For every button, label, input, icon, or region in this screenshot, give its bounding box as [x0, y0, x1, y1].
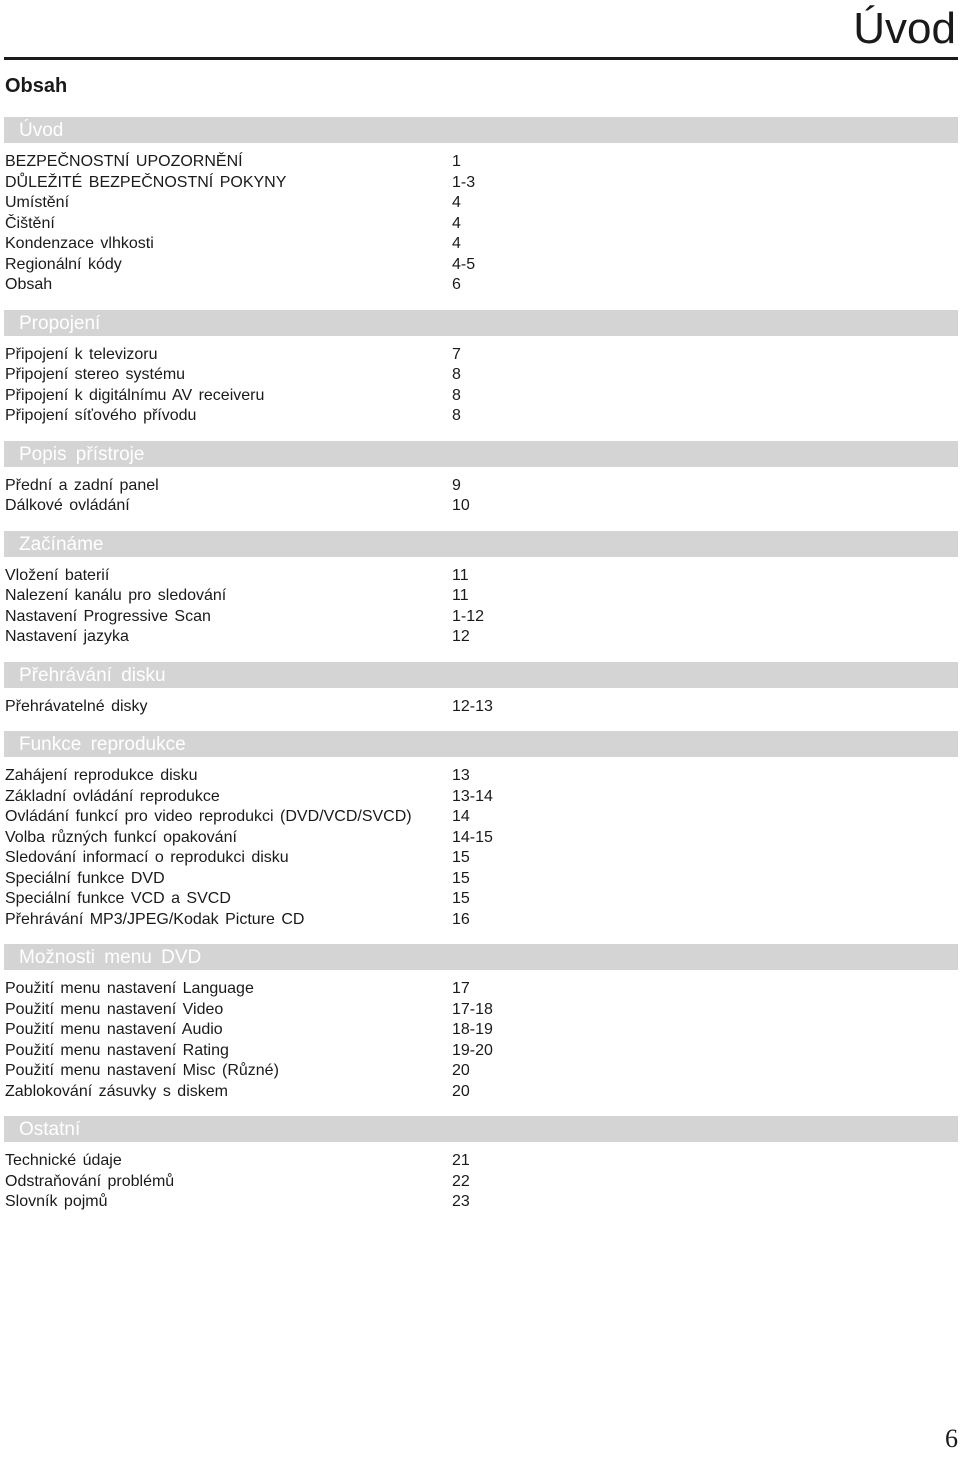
toc-entry	[0, 1020, 960, 1041]
toc-entry	[0, 787, 960, 808]
toc-entry	[0, 214, 960, 235]
toc-entry-page: 13-14	[452, 787, 493, 805]
toc-entry-page: 21	[452, 1152, 470, 1169]
toc-entry-page: 13	[452, 767, 470, 784]
toc-entry-label: Speciální funkce DVD	[5, 869, 165, 887]
page-title: Obsah	[5, 75, 68, 97]
toc-section	[0, 662, 960, 718]
toc-entry-label: Dálkové ovládání	[5, 497, 130, 514]
toc-entry-label: Čištění	[5, 214, 55, 232]
toc-entry	[0, 1151, 960, 1172]
toc-entry-page: 1-3	[452, 173, 476, 191]
toc-entry-label: Použití menu nastavení Rating	[5, 1041, 229, 1059]
toc-entry	[0, 979, 960, 1000]
section-heading: Úvod	[4, 117, 958, 143]
toc-entry	[0, 586, 960, 607]
toc-entry	[0, 627, 960, 648]
toc-entry-label: Speciální funkce VCD a SVCD	[5, 890, 231, 907]
toc-entry	[0, 193, 960, 214]
toc-entry-label: BEZPEČNOSTNÍ UPOZORNĚNÍ	[5, 153, 243, 170]
toc-entry-label: Slovník pojmů	[5, 1193, 108, 1210]
toc-section	[0, 441, 960, 517]
toc-section	[0, 944, 960, 1102]
toc-entry	[0, 828, 960, 849]
toc-entry-page: 14	[452, 808, 470, 825]
section-heading: Možnosti menu DVD	[4, 944, 958, 970]
toc-entry-page: 23	[452, 1193, 470, 1210]
toc-entry	[0, 848, 960, 869]
toc-entry-label: DŮLEŽITÉ BEZPEČNOSTNÍ POKYNY	[5, 173, 287, 191]
toc-entry-page: 11	[452, 566, 469, 584]
toc-entry-page: 20	[452, 1062, 470, 1079]
toc-entry-page: 7	[452, 345, 461, 363]
toc-entry-page: 12-13	[452, 697, 493, 715]
toc-entry-label: Technické údaje	[5, 1152, 122, 1169]
toc-entry	[0, 1041, 960, 1062]
toc-entry-label: Přehrávání MP3/JPEG/Kodak Picture CD	[5, 910, 305, 928]
toc-section	[0, 731, 960, 930]
toc-entry	[0, 766, 960, 787]
toc-entry-page: 9	[452, 476, 461, 494]
toc-entry	[0, 345, 960, 366]
toc-entry-label: Kondenzace vlhkosti	[5, 235, 154, 252]
toc-entry-page: 4	[452, 194, 461, 211]
toc-entry	[0, 255, 960, 276]
toc-section	[0, 310, 960, 427]
toc-entry-label: Ovládání funkcí pro video reprodukci (DVD/VCD/SVCD)	[5, 808, 412, 825]
toc-entry-label: Použití menu nastavení Misc (Různé)	[5, 1062, 279, 1079]
toc-entry	[0, 1061, 960, 1082]
toc-entry	[0, 607, 960, 628]
toc-entry-label: Sledování informací o reprodukci disku	[5, 849, 289, 866]
toc-entry-label: Obsah	[5, 276, 53, 293]
toc-entry	[0, 1082, 960, 1103]
toc-entry-page: 18-19	[452, 1021, 493, 1038]
toc-entry-label: Odstraňování problémů	[5, 1172, 175, 1190]
toc-entry	[0, 697, 960, 718]
toc-entry-label: Volba různých funkcí opakování	[5, 828, 237, 846]
section-heading: Začínáme	[4, 531, 958, 557]
header-rule	[4, 57, 958, 60]
toc-entry	[0, 1172, 960, 1193]
toc-entry-page: 19-20	[452, 1041, 493, 1059]
toc-entry-label: Připojení stereo systému	[5, 366, 186, 383]
toc-entry-page: 1	[452, 153, 461, 170]
toc-entry	[0, 406, 960, 427]
toc-entry-label: Základní ovládání reprodukce	[5, 787, 220, 805]
toc-entry-label: Zablokování zásuvky s diskem	[5, 1082, 228, 1100]
toc-entry-page: 15	[452, 890, 470, 907]
toc-entry	[0, 476, 960, 497]
page-number: 6	[945, 1424, 958, 1453]
toc-entry-label: Použití menu nastavení Language	[5, 980, 254, 997]
toc-entry	[0, 152, 960, 173]
toc-entry	[0, 365, 960, 386]
toc-entry-page: 14-15	[452, 828, 493, 846]
chapter-title: Úvod	[853, 4, 956, 53]
section-heading: Popis přístroje	[4, 441, 958, 467]
toc-entry-page: 20	[452, 1082, 470, 1100]
toc-entry-label: Regionální kódy	[5, 255, 122, 273]
toc-entry-label: Připojení k digitálnímu AV receiveru	[5, 386, 265, 404]
toc-entry-label: Zahájení reprodukce disku	[5, 767, 198, 784]
toc-entry-page: 15	[452, 849, 470, 866]
toc-entry	[0, 566, 960, 587]
toc-entry	[0, 807, 960, 828]
toc-entry-label: Nastavení Progressive Scan	[5, 607, 211, 625]
toc-entry-page: 12	[452, 628, 470, 645]
toc-entry-page: 6	[452, 276, 461, 293]
toc-entry-page: 8	[452, 366, 461, 383]
toc-entry-label: Použití menu nastavení Audio	[5, 1021, 223, 1038]
toc-entry-page: 16	[452, 910, 470, 928]
section-heading: Ostatní	[4, 1116, 958, 1142]
toc-section	[0, 117, 960, 296]
toc-entry-page: 8	[452, 407, 461, 424]
toc-entry-page: 22	[452, 1172, 470, 1190]
section-heading: Propojení	[4, 310, 958, 336]
toc-entry-label: Umístění	[5, 194, 70, 211]
toc-entry-label: Nastavení jazyka	[5, 628, 129, 645]
toc-entry	[0, 496, 960, 517]
section-heading: Funkce reprodukce	[4, 731, 958, 757]
toc-entry-page: 17	[452, 980, 470, 997]
toc-entry-label: Nalezení kanálu pro sledování	[5, 587, 227, 604]
toc-entry-label: Přední a zadní panel	[5, 476, 159, 494]
toc-entry-label: Vložení baterií	[5, 566, 110, 584]
toc-entry-page: 1-12	[452, 607, 485, 625]
toc-entry	[0, 275, 960, 296]
toc-section	[0, 1116, 960, 1213]
toc-entry	[0, 889, 960, 910]
toc-entry-page: 4	[452, 235, 461, 252]
toc-entry-label: Přehrávatelné disky	[5, 697, 148, 715]
toc-entry	[0, 1000, 960, 1021]
toc-entry-page: 11	[452, 587, 469, 604]
toc-entry-label: Použití menu nastavení Video	[5, 1000, 224, 1018]
toc-entry-label: Připojení k televizoru	[5, 345, 158, 363]
toc-entry-page: 10	[452, 497, 470, 514]
section-heading: Přehrávání disku	[4, 662, 958, 688]
toc-entry	[0, 234, 960, 255]
toc-entry	[0, 173, 960, 194]
toc-entry	[0, 386, 960, 407]
toc-entry-page: 17-18	[452, 1000, 493, 1018]
toc-entry-page: 4	[452, 214, 461, 232]
toc-section	[0, 531, 960, 648]
toc-entry-page: 15	[452, 869, 470, 887]
toc-entry-page: 8	[452, 386, 461, 404]
toc-entry	[0, 869, 960, 890]
toc-entry-label: Připojení síťového přívodu	[5, 407, 197, 424]
table-of-contents	[0, 117, 960, 1227]
toc-entry	[0, 1192, 960, 1213]
toc-entry-page: 4-5	[452, 255, 476, 273]
toc-entry	[0, 910, 960, 931]
